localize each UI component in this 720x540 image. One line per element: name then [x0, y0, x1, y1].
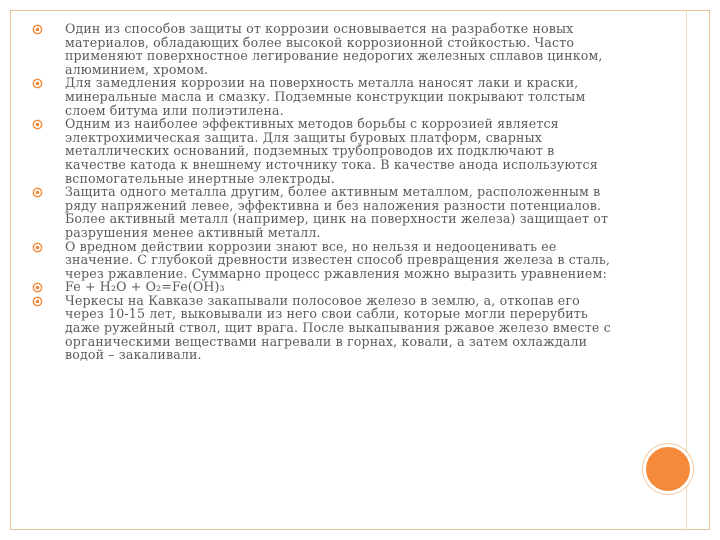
- equation-text: Fe + H₂O + O₂=Fe(OH)₃: [65, 279, 225, 295]
- circle-bullet-icon: [32, 242, 43, 253]
- circle-bullet-icon: [32, 296, 43, 307]
- list-item: [32, 280, 617, 294]
- list-item-text: Для замедления коррозии на поверхность металла наносят лаки и краски, минеральные масла и смазку. Подземные конструкции покрывают толстым слоем битума или полиэтилена.: [65, 75, 586, 118]
- list-item: [32, 117, 617, 185]
- list-item-text: Защита одного металла другим, более активным металлом, расположенным в ряду напряжений левее, эффективна и без наложения разности потенциалов. Более активный металл (например, цинк на поверхности железа) защищает от разрушения менее активный металл.: [65, 184, 609, 240]
- list-item-text: Одним из наиболее эффективных методов борьбы с коррозией является электрохимическая защита. Для защиты буровых платформ, сварных металлических оснований, подземных трубопроводов их подключают в качестве катода к внешнему источнику тока. В качестве анода используются вспомогательные инертные электроды.: [65, 116, 598, 186]
- list-item-text: Один из способов защиты от коррозии основывается на разработке новых материалов, обладающих более высокой коррозионной стойкостью. Часто применяют поверхностное легирование недорогих железных сплавов цинком, алюминием, хромом.: [65, 21, 603, 77]
- slide-content: [32, 22, 617, 362]
- circle-bullet-icon: [32, 282, 43, 293]
- orange-circle-decoration: [643, 444, 693, 494]
- list-item: [32, 22, 617, 76]
- list-item: [32, 294, 617, 362]
- list-item-text: Черкесы на Кавказе закапывали полосовое железо в землю, а, откопав его через 10-15 лет, выковывали из него свои сабли, которые могли перерубить даже ружейный ствол, щит врага. После выкапывания ржавое железо вместе с органическими веществами нагревали в горнах, ковали, а затем охлаждали водой – закаливали.: [65, 292, 611, 363]
- circle-bullet-icon: [32, 78, 43, 89]
- list-item-text: О вредном действии коррозии знают все, но нельзя и недооценивать ее значение. С глубокой древности известен способ превращения железа в сталь, через ржавление. Суммарно процесс ржавления можно выразить уравнением:: [65, 238, 611, 281]
- bullet-list: [32, 22, 617, 362]
- circle-bullet-icon: [32, 24, 43, 35]
- circle-bullet-icon: [32, 119, 43, 130]
- list-item: [32, 185, 617, 239]
- list-item: [32, 240, 617, 281]
- list-item: [32, 76, 617, 117]
- circle-bullet-icon: [32, 187, 43, 198]
